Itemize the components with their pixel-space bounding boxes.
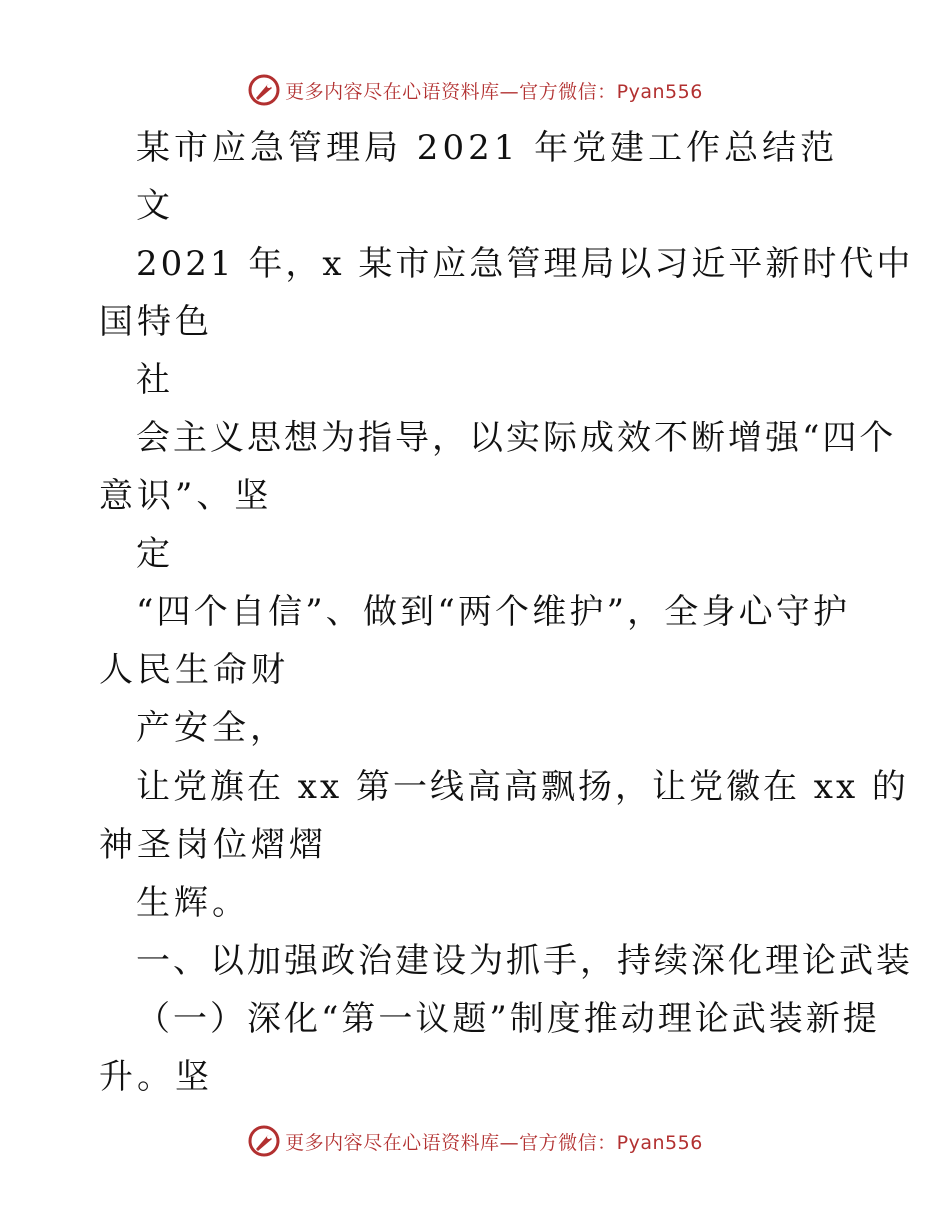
document-title-line-2: 文 [136,186,174,226]
footer-banner-text: 更多内容尽在心语资料库—官方微信：Pyan556 [285,1131,703,1154]
footer-banner [0,1121,950,1161]
paragraph-line: 会主义思想为指导，以实际成效不断增强“四个 [136,418,897,458]
paragraph-line: 意识”、坚 [99,476,273,516]
section-heading: 一、以加强政治建设为抓手，持续深化理论武装 [136,941,913,981]
paragraph-line: 国特色 [99,302,213,342]
document-title-line-1: 某市应急管理局 2021 年党建工作总结范 [136,128,839,168]
subsection-heading: （一）深化“第一议题”制度推动理论武装新提 [136,999,880,1039]
paragraph-line: 人民生命财 [99,650,289,690]
header-banner-text: 更多内容尽在心语资料库—官方微信：Pyan556 [285,80,703,103]
paragraph-line: 生辉。 [136,883,250,923]
paragraph-line: 让党旗在 xx 第一线高高飘扬，让党徽在 xx 的 [136,767,909,807]
paragraph-line: “四个自信”、做到“两个维护”，全身心守护 [136,592,850,632]
pen-nib-logo-icon [247,1124,281,1158]
paragraph-line: 神圣岗位熠熠 [99,825,327,865]
paragraph-line: 2021 年，x 某市应急管理局以习近平新时代中 [136,244,914,284]
paragraph-line: 产安全， [136,708,288,748]
paragraph-line: 升。坚 [99,1057,213,1097]
paragraph-line: 定 [136,534,174,574]
paragraph-line: 社 [136,360,174,400]
